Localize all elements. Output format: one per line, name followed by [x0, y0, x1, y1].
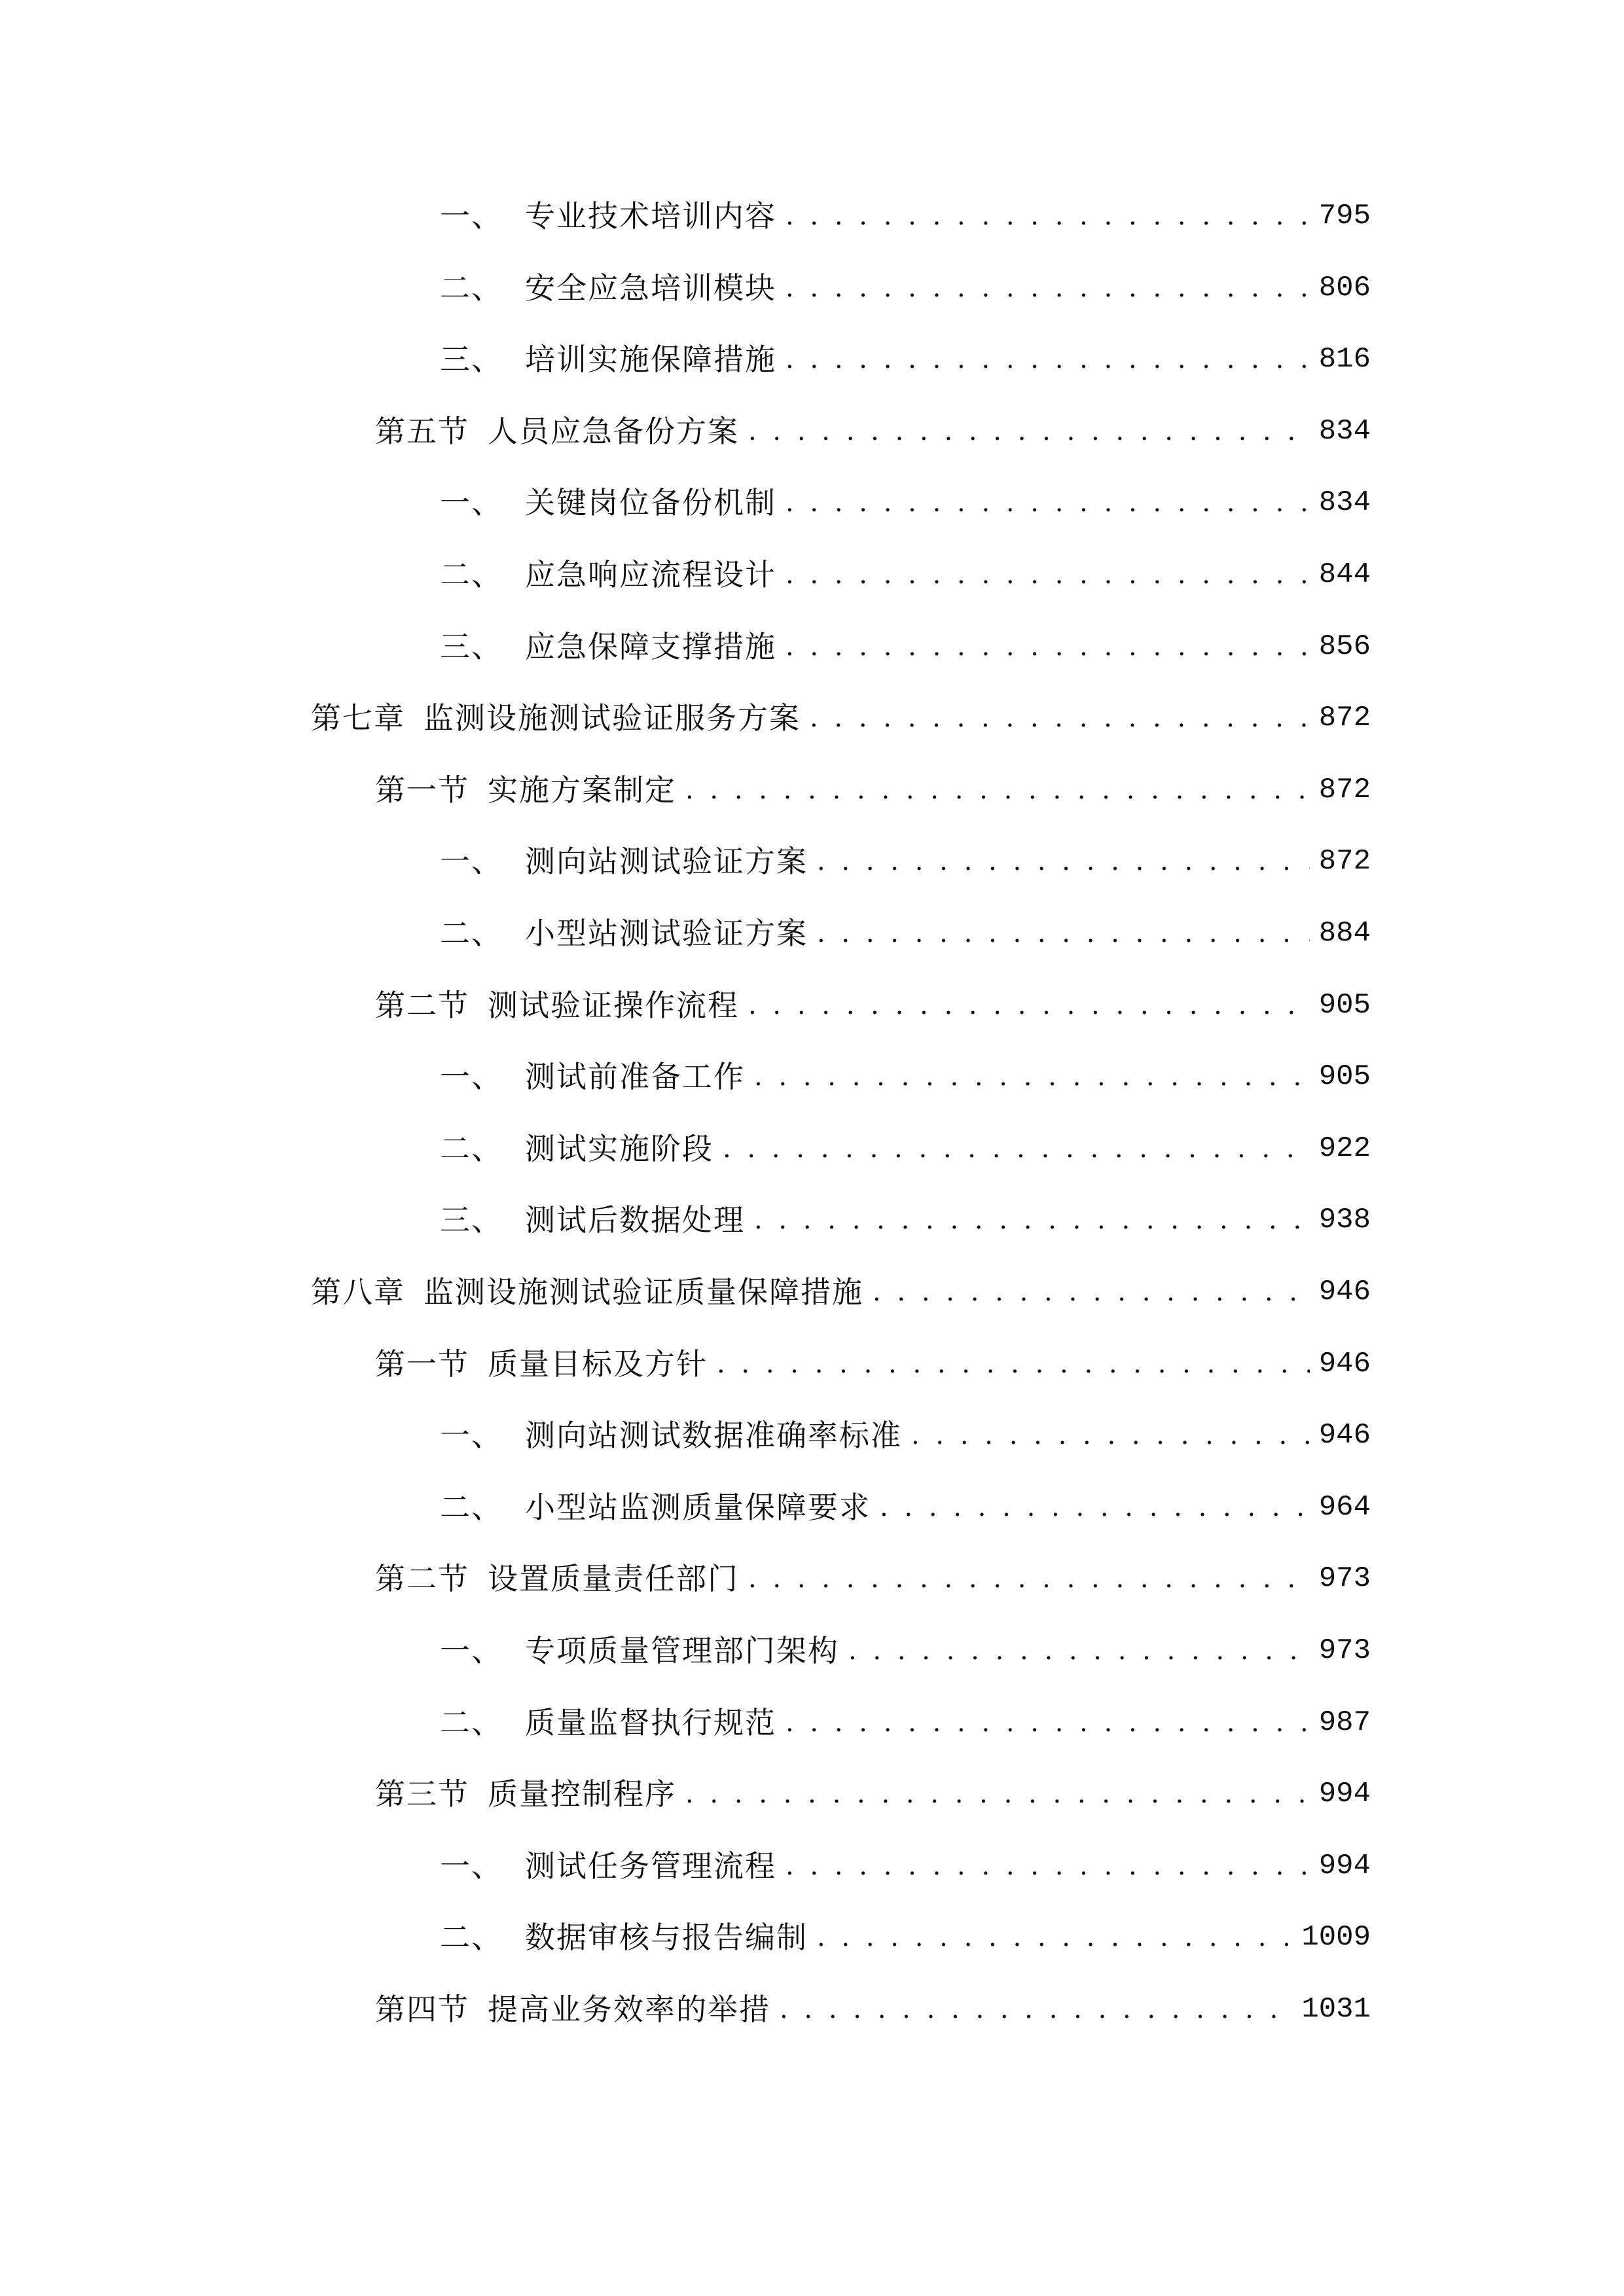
toc-entry[interactable]	[375, 1986, 1371, 2032]
toc-entry-title: 提高业务效率的举措	[488, 1992, 770, 2027]
toc-entry-page-number: 834	[1318, 414, 1371, 448]
toc-entry-page-number: 905	[1318, 988, 1371, 1022]
toc-entry-title: 小型站监测质量保障要求	[525, 1489, 871, 1525]
toc-entry-title: 专业技术培训内容	[525, 198, 776, 234]
toc-dot-leader	[785, 480, 1310, 526]
toc-dot-leader	[785, 624, 1310, 670]
toc-entry-title: 质量目标及方针	[488, 1346, 708, 1382]
toc-entry-number: 三、	[440, 628, 503, 664]
toc-dot-leader	[817, 1914, 1292, 1960]
toc-entry[interactable]	[440, 1412, 1371, 1458]
toc-entry-title: 测试前准备工作	[525, 1059, 745, 1095]
toc-entry-page-number: 856	[1318, 630, 1371, 663]
toc-entry-page-number: 905	[1318, 1060, 1371, 1094]
toc-entry[interactable]	[440, 1628, 1371, 1674]
toc-dot-leader	[723, 1126, 1310, 1172]
toc-entry[interactable]	[375, 1341, 1371, 1387]
toc-entry[interactable]	[440, 336, 1371, 382]
toc-entry[interactable]	[375, 408, 1371, 454]
toc-entry-page-number: 884	[1318, 917, 1371, 950]
toc-dot-leader	[748, 408, 1310, 454]
toc-entry-number: 一、	[440, 844, 503, 880]
toc-entry-number: 一、	[440, 1633, 503, 1668]
toc-entry-page-number: 872	[1318, 845, 1371, 878]
toc-entry-title: 安全应急培训模块	[525, 270, 776, 306]
toc-entry-page-number: 834	[1318, 486, 1371, 520]
toc-entry-page-number: 987	[1318, 1706, 1371, 1739]
toc-entry-title: 关键岗位备份机制	[525, 485, 776, 521]
toc-entry-title: 质量监督执行规范	[525, 1704, 776, 1740]
toc-entry-number: 三、	[440, 342, 503, 378]
toc-entry[interactable]	[375, 982, 1371, 1028]
toc-entry-number: 二、	[440, 557, 503, 592]
toc-entry-number: 一、	[440, 1418, 503, 1454]
toc-entry[interactable]	[440, 480, 1371, 526]
toc-entry[interactable]	[440, 265, 1371, 311]
toc-dot-leader	[785, 265, 1310, 311]
toc-entry-title: 培训实施保障措施	[525, 342, 776, 378]
toc-entry-page-number: 946	[1318, 1347, 1371, 1380]
toc-entry-title: 监测设施测试验证服务方案	[424, 700, 801, 736]
toc-entry[interactable]	[375, 1771, 1371, 1817]
toc-entry-page-number: 994	[1318, 1849, 1371, 1882]
toc-entry-title: 测试后数据处理	[525, 1202, 745, 1238]
toc-entry-page-number: 964	[1318, 1490, 1371, 1524]
toc-dot-leader	[754, 1054, 1310, 1100]
toc-entry-number: 第七章	[311, 700, 405, 736]
toc-entry-number: 第五节	[375, 413, 469, 449]
toc-entry-title: 数据审核与报告编制	[525, 1920, 808, 1956]
toc-dot-leader	[911, 1412, 1310, 1458]
toc-dot-leader	[748, 982, 1310, 1028]
toc-entry-number: 第三节	[375, 1776, 469, 1812]
toc-dot-leader	[685, 767, 1310, 813]
toc-entry-number: 第二节	[375, 987, 469, 1023]
toc-entry-number: 二、	[440, 270, 503, 306]
toc-entry-page-number: 1031	[1301, 1993, 1371, 2026]
toc-entry-page-number: 872	[1318, 702, 1371, 735]
toc-dot-leader	[785, 552, 1310, 598]
toc-entry-title: 监测设施测试验证质量保障措施	[424, 1274, 863, 1310]
toc-entry-page-number: 816	[1318, 343, 1371, 376]
toc-entry-page-number: 806	[1318, 271, 1371, 304]
toc-entry-title: 实施方案制定	[488, 772, 676, 808]
toc-entry-number: 第一节	[375, 772, 469, 808]
toc-entry[interactable]	[440, 1484, 1371, 1530]
toc-entry[interactable]	[375, 767, 1371, 813]
toc-entry-page-number: 938	[1318, 1204, 1371, 1237]
toc-entry[interactable]	[440, 1126, 1371, 1172]
toc-entry[interactable]	[440, 1843, 1371, 1889]
toc-dot-leader	[717, 1341, 1310, 1387]
toc-dot-leader	[873, 1269, 1310, 1315]
toc-entry[interactable]	[440, 1914, 1371, 1960]
toc-entry-number: 第八章	[311, 1274, 405, 1310]
toc-entry-title: 测向站测试验证方案	[525, 844, 808, 880]
toc-dot-leader	[785, 336, 1310, 382]
toc-entry-number: 第四节	[375, 1992, 469, 2027]
toc-entry-title: 设置质量责任部门	[488, 1561, 739, 1597]
toc-entry-title: 小型站测试验证方案	[525, 916, 808, 951]
toc-dot-leader	[685, 1771, 1310, 1817]
toc-entry-title: 人员应急备份方案	[488, 413, 739, 449]
toc-entry-number: 二、	[440, 1130, 503, 1166]
toc-entry-page-number: 1009	[1301, 1921, 1371, 1954]
toc-entry-title: 应急保障支撑措施	[525, 628, 776, 664]
toc-entry-page-number: 994	[1318, 1778, 1371, 1811]
toc-dot-leader	[817, 838, 1310, 884]
toc-entry-number: 二、	[440, 1920, 503, 1956]
toc-entry[interactable]	[440, 193, 1371, 239]
toc-entry-title: 测试验证操作流程	[488, 987, 739, 1023]
toc-dot-leader	[780, 1986, 1292, 2032]
toc-entry[interactable]	[440, 1700, 1371, 1746]
toc-entry[interactable]	[440, 910, 1371, 956]
toc-entry[interactable]	[311, 695, 1371, 741]
toc-entry-page-number: 844	[1318, 558, 1371, 591]
toc-dot-leader	[785, 1843, 1310, 1889]
toc-entry-page-number: 922	[1318, 1132, 1371, 1165]
toc-entry-title: 专项质量管理部门架构	[525, 1633, 839, 1668]
toc-dot-leader	[810, 695, 1310, 741]
toc-entry-number: 一、	[440, 485, 503, 521]
toc-entry-number: 二、	[440, 1704, 503, 1740]
toc-entry-number: 二、	[440, 916, 503, 951]
toc-entry-number: 第一节	[375, 1346, 469, 1382]
toc-entry-page-number: 946	[1318, 1419, 1371, 1452]
toc-entry-page-number: 946	[1318, 1276, 1371, 1308]
toc-entry[interactable]	[440, 552, 1371, 598]
toc-entry-number: 第二节	[375, 1561, 469, 1597]
toc-entry-title: 质量控制程序	[488, 1776, 676, 1812]
toc-entry-number: 一、	[440, 1848, 503, 1884]
toc-entry-number: 一、	[440, 198, 503, 234]
toc-entry-title: 测试实施阶段	[525, 1130, 713, 1166]
toc-entry-page-number: 973	[1318, 1562, 1371, 1596]
toc-entry-page-number: 795	[1318, 200, 1371, 232]
toc-entry-title: 测试任务管理流程	[525, 1848, 776, 1884]
toc-entry-number: 一、	[440, 1059, 503, 1095]
toc-dot-leader	[748, 1556, 1310, 1602]
toc-entry[interactable]	[375, 1556, 1371, 1602]
toc-entry[interactable]	[440, 1054, 1371, 1100]
toc-entry[interactable]	[440, 1197, 1371, 1243]
toc-entry-page-number: 872	[1318, 773, 1371, 806]
toc-dot-leader	[880, 1484, 1310, 1530]
toc-dot-leader	[848, 1628, 1310, 1674]
toc-entry-title: 测向站测试数据准确率标准	[525, 1418, 902, 1454]
toc-entry[interactable]	[440, 838, 1371, 884]
toc-dot-leader	[785, 1700, 1310, 1746]
toc-entry[interactable]	[440, 624, 1371, 670]
toc-entry-number: 二、	[440, 1489, 503, 1525]
toc-entry-number: 三、	[440, 1202, 503, 1238]
toc-dot-leader	[754, 1197, 1310, 1243]
toc-entry-page-number: 973	[1318, 1634, 1371, 1667]
toc-dot-leader	[817, 910, 1310, 956]
toc-entry[interactable]	[311, 1269, 1371, 1315]
toc-dot-leader	[785, 193, 1310, 239]
toc-entry-title: 应急响应流程设计	[525, 557, 776, 592]
